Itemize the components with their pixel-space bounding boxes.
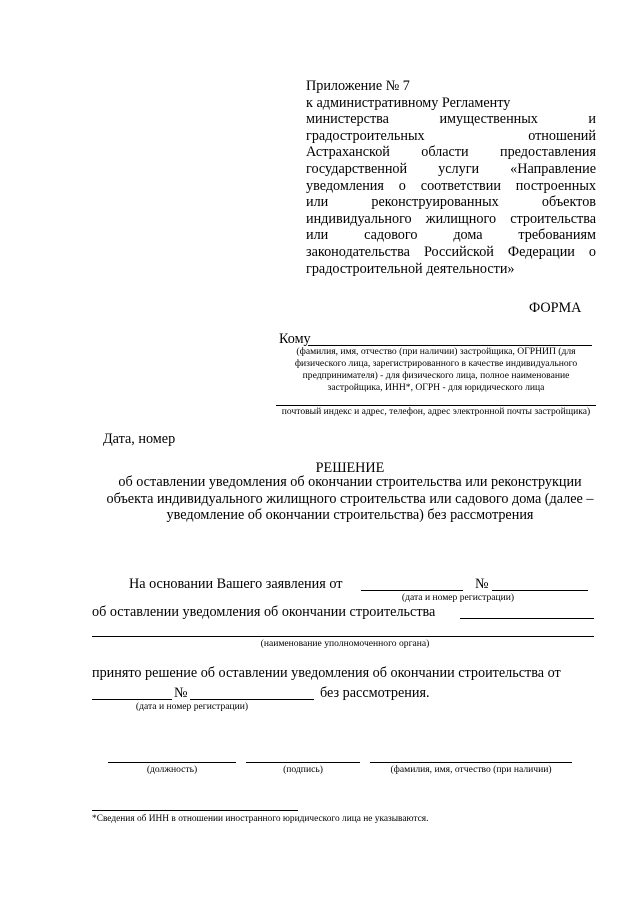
recipient-hint: (фамилия, имя, отчество (при наличии) застройщика, ОГРНИП (для физического лица, зарегистрированного в качестве индивидуального предпринимателя) - для физического лица, полное наименование застройщика, ИНН*, ОГРН - для юридического лица xyxy=(294,346,578,393)
footnote-separator xyxy=(92,810,298,811)
document-title: РЕШЕНИЕ xyxy=(315,460,385,476)
position-field[interactable] xyxy=(108,762,236,763)
full-name-field[interactable] xyxy=(370,762,572,763)
full-name-hint: (фамилия, имя, отчество (при наличии) xyxy=(390,764,552,775)
recipient-label: Кому xyxy=(279,331,311,347)
date-number-label: Дата, номер xyxy=(103,431,176,447)
org-field-part1[interactable] xyxy=(460,618,594,619)
para1-start: На основании Вашего заявления от xyxy=(129,576,343,592)
decision-date-field[interactable] xyxy=(92,699,172,700)
footnote: *Сведения об ИНН в отношении иностранного юридического лица не указываются. xyxy=(92,814,429,824)
position-hint: (должность) xyxy=(146,764,198,775)
org-field-part2[interactable] xyxy=(92,636,594,637)
application-date-field[interactable] xyxy=(361,590,463,591)
para2-line1: принято решение об оставлении уведомления об окончании строительства от xyxy=(92,665,561,681)
para2-end: без рассмотрения. xyxy=(320,685,430,701)
form-label: ФОРМА xyxy=(529,300,582,316)
header-line: министерства имущественных и xyxy=(306,111,596,128)
header-line: градостроительных отношений xyxy=(306,127,596,144)
header-line: индивидуального жилищного строительства xyxy=(306,210,596,227)
document-subtitle: об оставлении уведомления об окончании строительства или реконструкции объекта индивидуального жилищного строительства или садового дома (далее – уведомление об окончании строительства) без рассмотрения xyxy=(106,474,594,524)
header-line: Астраханской области предоставления xyxy=(306,144,596,161)
signature-hint: (подпись) xyxy=(283,764,323,775)
header-line: градостроительной деятельности» xyxy=(306,260,515,277)
para2-number-sign: № xyxy=(174,685,188,701)
decision-number-field[interactable] xyxy=(190,699,314,700)
signature-field[interactable] xyxy=(246,762,360,763)
org-hint: (наименование уполномоченного органа) xyxy=(260,638,430,649)
header-line: государственной услуги «Направление xyxy=(306,160,596,177)
para1-cont: об оставлении уведомления об окончании строительства xyxy=(92,604,436,620)
header-line: или реконструированных объектов xyxy=(306,194,596,211)
application-number-field[interactable] xyxy=(492,590,588,591)
date-reg-hint-2: (дата и номер регистрации) xyxy=(135,701,249,712)
appendix-header xyxy=(306,78,596,277)
header-line: уведомления о соответствии построенных xyxy=(306,177,596,194)
header-line: или садового дома требованиям xyxy=(306,227,596,244)
recipient-address-hint: почтовый индекс и адрес, телефон, адрес электронной почты застройщика) xyxy=(281,406,591,417)
header-line: к административному Регламенту xyxy=(306,94,511,111)
number-sign: № xyxy=(475,576,489,592)
header-line: законодательства Российской Федерации о xyxy=(306,243,596,260)
header-line: Приложение № 7 xyxy=(306,78,410,94)
date-reg-hint: (дата и номер регистрации) xyxy=(401,592,515,603)
